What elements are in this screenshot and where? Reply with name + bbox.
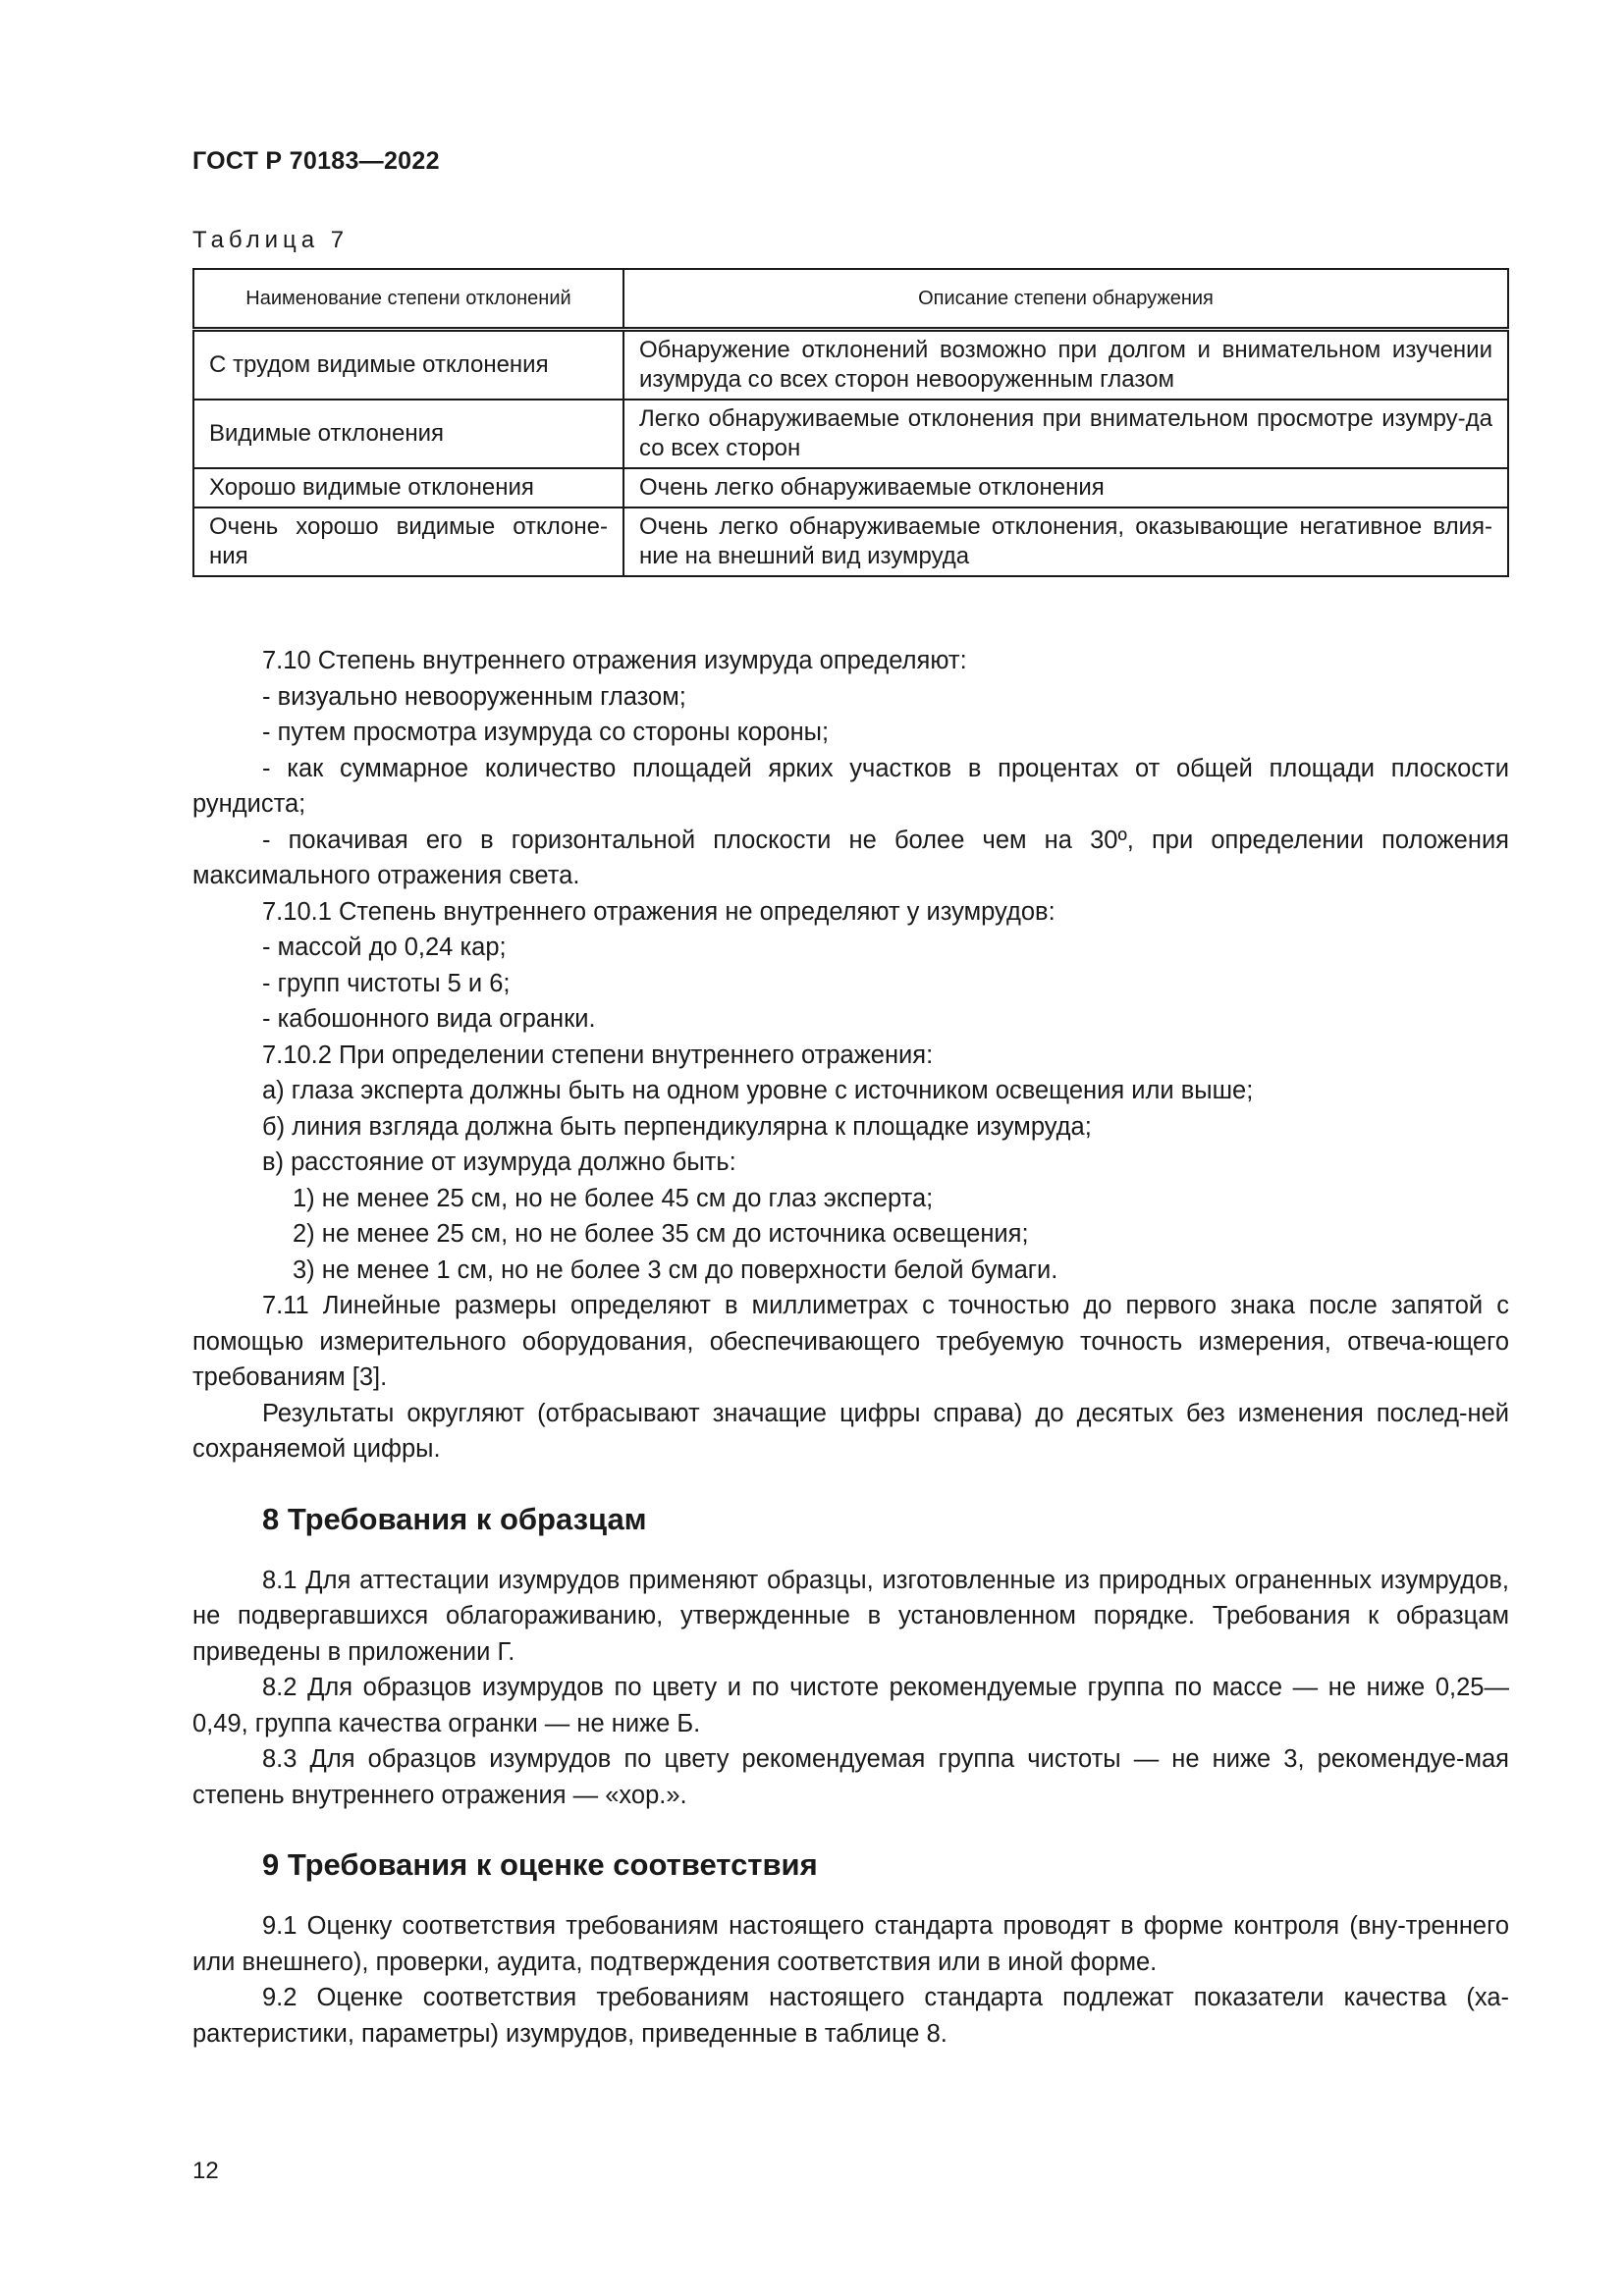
paragraph: 9.2 Оценке соответствия требованиям настоящего стандарта подлежат показатели качества (ха-рактеристики, параметры) изумрудов, приведенные в таблице 8. xyxy=(192,1984,1509,2048)
table-cell: С трудом видимые отклонения xyxy=(193,330,623,400)
paragraph: 7.11 Линейные размеры определяют в миллиметрах с точностью до первого знака после запятой с помощью измерительного оборудования, обеспечивающего требуемую точность измерения, отвеча-ющего требованиям [3]. xyxy=(192,1292,1509,1391)
list-item: 2) не менее 25 см, но не более 35 см до источника освещения; xyxy=(293,1220,1029,1248)
paragraph: 7.10.2 При определении степени внутреннего отражения: xyxy=(262,1041,934,1069)
paragraph: Результаты округляют (отбрасывают значащие цифры справа) до десятых без изменения послед-ней сохраняемой цифры. xyxy=(192,1399,1509,1463)
list-item: - как суммарное количество площадей ярких участков в процентах от общей площади плоскости рундиста; xyxy=(192,754,1509,818)
list-item: - массой до 0,24 кар; xyxy=(262,934,507,961)
paragraph: 8.1 Для аттестации изумрудов применяют образцы, изготовленные из природных ограненных изумрудов, не подвергавшихся облагораживанию, утвержденные в установленном порядке. Требования к образцам приведены в приложении Г. xyxy=(192,1566,1509,1666)
table-cell: Обнаружение отклонений возможно при долгом и внимательном изучении изумруда со всех сторон невооруженным глазом xyxy=(623,330,1508,400)
paragraph: 8.3 Для образцов изумрудов по цвету рекомендуемая группа чистоты — не ниже 3, рекомендуе-мая степень внутреннего отражения — «хор.». xyxy=(192,1745,1509,1809)
list-item: а) глаза эксперта должны быть на одном уровне с источником освещения или выше; xyxy=(262,1077,1254,1104)
list-item: - покачивая его в горизонтальной плоскости не более чем на 30º, при определении положения максимального отражения света. xyxy=(192,826,1509,889)
table-cell: Видимые отклонения xyxy=(193,400,623,468)
paragraph: 8.2 Для образцов изумрудов по цвету и по чистоте рекомендуемые группа по массе — не ниже 0,25—0,49, группа качества огранки — не ниже Б. xyxy=(192,1674,1509,1737)
list-item: 3) не менее 1 см, но не более 3 см до поверхности белой бумаги. xyxy=(293,1255,1058,1284)
section-heading: 8 Требования к образцам xyxy=(262,1501,647,1536)
column-header: Описание степени обнаружения xyxy=(623,269,1508,330)
table-cell: Легко обнаруживаемые отклонения при внимательном просмотре изумру-да со всех сторон xyxy=(623,400,1508,468)
list-item: б) линия взгляда должна быть перпендикулярна к площадке изумруда; xyxy=(262,1112,1092,1141)
paragraph: 7.10.1 Степень внутреннего отражения не определяют у изумрудов: xyxy=(262,897,1056,926)
table-header-row xyxy=(193,269,1508,330)
paragraph: 9.1 Оценку соответствия требованиям настоящего стандарта проводят в форме контроля (вну-треннего или внешнего), проверки, аудита, подтверждения соответствия или в иной форме. xyxy=(192,1912,1509,1976)
list-item: - групп чистоты 5 и 6; xyxy=(262,969,511,997)
table-row xyxy=(193,400,1508,468)
paragraph: 7.10 Степень внутреннего отражения изумруда определяют: xyxy=(262,647,967,674)
table-caption: Таблица 7 xyxy=(192,227,350,253)
list-item: в) расстояние от изумруда должно быть: xyxy=(262,1148,736,1176)
table-cell: Очень легко обнаруживаемые отклонения xyxy=(623,468,1508,507)
table-row xyxy=(193,330,1508,400)
table-cell: Очень легко обнаруживаемые отклонения, оказывающие негативное влия-ние на внешний вид изумруда xyxy=(623,507,1508,576)
table-row xyxy=(193,507,1508,576)
table-cell: Очень хорошо видимые отклоне-ния xyxy=(193,507,623,576)
list-item: 1) не менее 25 см, но не более 45 см до глаз эксперта; xyxy=(293,1184,934,1212)
page-number: 12 xyxy=(192,2158,219,2184)
table-cell: Хорошо видимые отклонения xyxy=(193,468,623,507)
document-code: ГОСТ Р 70183—2022 xyxy=(192,147,440,175)
deviation-table xyxy=(192,268,1509,577)
list-item: - кабошонного вида огранки. xyxy=(262,1005,596,1033)
table-row xyxy=(193,468,1508,507)
list-item: - путем просмотра изумруда со стороны короны; xyxy=(262,719,830,746)
list-item: - визуально невооруженным глазом; xyxy=(262,682,686,711)
section-heading: 9 Требования к оценке соответствия xyxy=(262,1847,818,1882)
column-header: Наименование степени отклонений xyxy=(193,269,623,330)
body-text xyxy=(192,643,1509,2052)
